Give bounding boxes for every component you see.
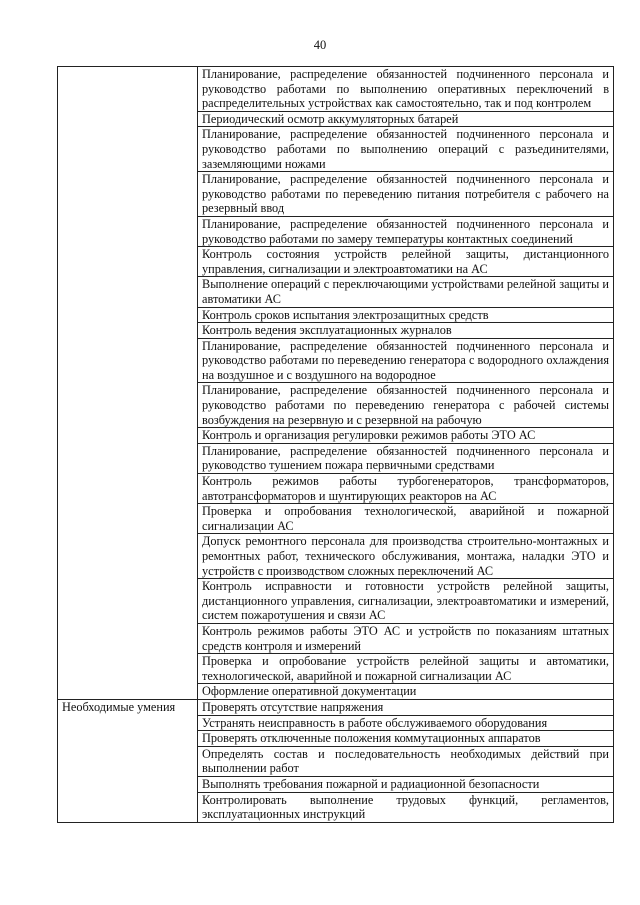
- labor-action-cell: Контроль сроков испытания электрозащитных средств: [198, 307, 614, 323]
- skills-label-cell: Необходимые умения: [58, 699, 198, 822]
- table-row: [58, 699, 614, 715]
- skill-cell: Определять состав и последовательность необходимых действий при выполнении работ: [198, 746, 614, 776]
- labor-action-cell: Проверка и опробования технологической, аварийной и пожарной сигнализации АС: [198, 504, 614, 534]
- labor-action-cell: Планирование, распределение обязанностей подчиненного персонала и руководство работами по выполнению операций с разъединителями, заземляющими ножами: [198, 127, 614, 172]
- page-number: 40: [313, 38, 327, 52]
- table-row: [58, 67, 614, 112]
- skill-cell: Проверять отсутствие напряжения: [198, 699, 614, 715]
- skill-cell: Устранять неисправность в работе обслуживаемого оборудования: [198, 715, 614, 731]
- skill-cell: Проверять отключенные положения коммутационных аппаратов: [198, 731, 614, 747]
- skill-cell: Контролировать выполнение трудовых функций, регламентов, эксплуатационных инструкций: [198, 792, 614, 822]
- skill-cell: Выполнять требования пожарной и радиационной безопасности: [198, 776, 614, 792]
- labor-action-cell: Планирование, распределение обязанностей подчиненного персонала и руководство работами по замеру температуры контактных соединений: [198, 216, 614, 246]
- labor-action-cell: Проверка и опробование устройств релейной защиты и автоматики, технологической, аварийной и пожарной сигнализации АС: [198, 654, 614, 684]
- labor-action-cell: Контроль состояния устройств релейной защиты, дистанционного управления, сигнализации и электроавтоматики на АС: [198, 247, 614, 277]
- continued-label-cell: [58, 67, 198, 700]
- labor-action-cell: Контроль режимов работы ЭТО АС и устройств по показаниям штатных средств контроля и измерений: [198, 623, 614, 653]
- labor-action-cell: Планирование, распределение обязанностей подчиненного персонала и руководство работами по переведению генератора с водородного охлаждения на воздушное и с воздушного на водородное: [198, 338, 614, 383]
- labor-action-cell: Планирование, распределение обязанностей подчиненного персонала и руководство работами по выполнению оперативных переключений в распределительных устройствах как самостоятельно, так и под контролем: [198, 67, 614, 112]
- labor-action-cell: Периодический осмотр аккумуляторных батарей: [198, 111, 614, 127]
- labor-action-cell: Выполнение операций с переключающими устройствами релейной защиты и автоматики АС: [198, 277, 614, 307]
- labor-action-cell: Оформление оперативной документации: [198, 684, 614, 700]
- competency-table: [57, 66, 614, 823]
- labor-action-cell: Допуск ремонтного персонала для производства строительно-монтажных и ремонтных работ, технического обслуживания, монтажа, наладки ЭТО и устройств с производством сложных переключений АС: [198, 534, 614, 579]
- labor-action-cell: Контроль ведения эксплуатационных журналов: [198, 323, 614, 339]
- labor-action-cell: Планирование, распределение обязанностей подчиненного персонала и руководство тушением пожара первичными средствами: [198, 443, 614, 473]
- labor-action-cell: Контроль и организация регулировки режимов работы ЭТО АС: [198, 428, 614, 444]
- labor-action-cell: Планирование, распределение обязанностей подчиненного персонала и руководство работами по переведению питания потребителя с рабочего на резервный ввод: [198, 172, 614, 217]
- labor-action-cell: Контроль режимов работы турбогенераторов, трансформаторов, автотрансформаторов и шунтирующих реакторов на АС: [198, 474, 614, 504]
- labor-action-cell: Контроль исправности и готовности устройств релейной защиты, дистанционного управления, сигнализации, электроавтоматики и измерений, систем пожаротушения и связи АС: [198, 579, 614, 624]
- labor-action-cell: Планирование, распределение обязанностей подчиненного персонала и руководство работами по переведению генератора с рабочей системы возбуждения на резервную и с резервной на рабочую: [198, 383, 614, 428]
